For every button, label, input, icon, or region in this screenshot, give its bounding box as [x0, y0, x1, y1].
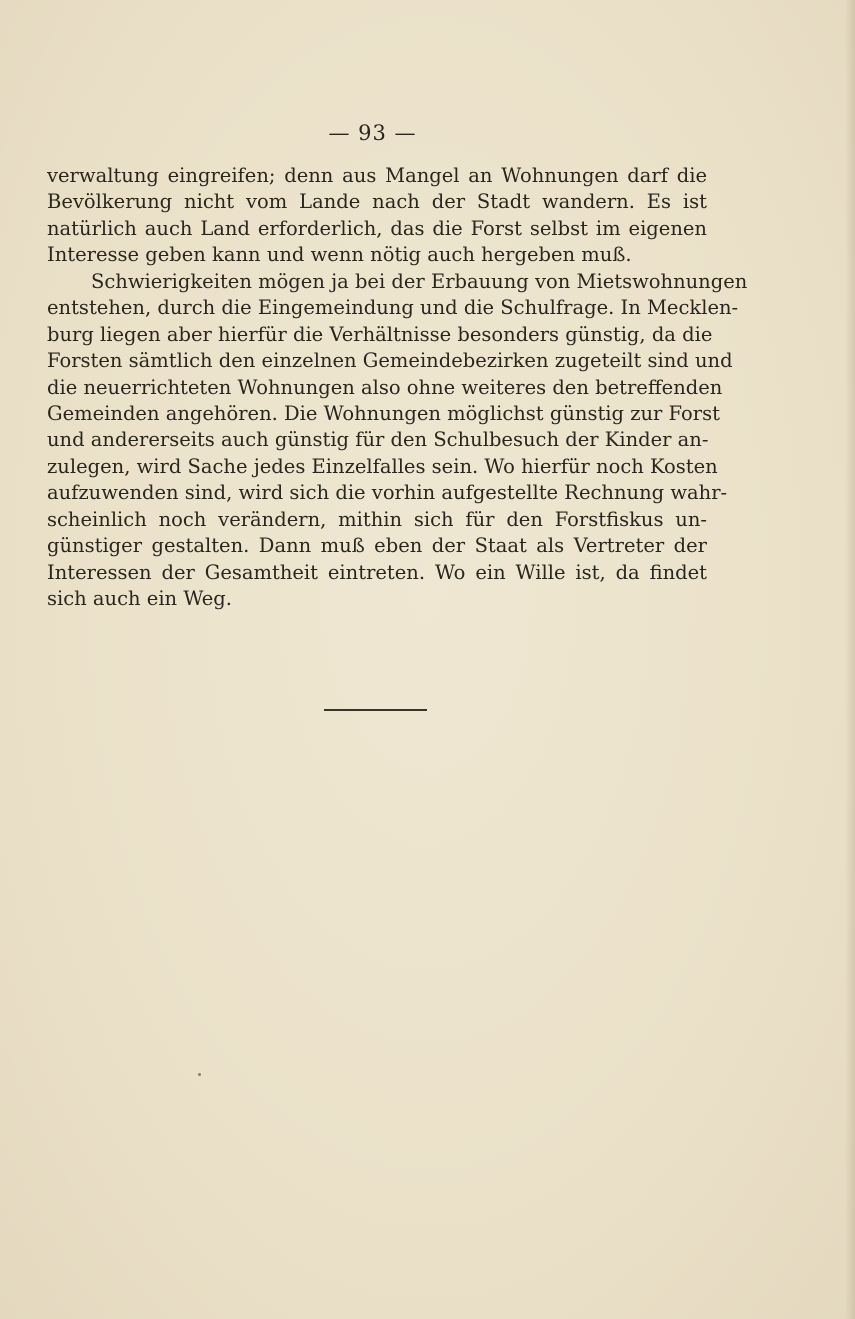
- text-line-paragraph-start: Schwierigkeiten mögen ja bei der Erbauung von Mietswohnungen: [91, 269, 748, 293]
- text-line: Interessen der Gesamtheit eintreten. Wo ein Wille ist, da findet: [47, 560, 707, 584]
- section-divider-rule: [324, 709, 427, 711]
- text-line: aufzuwenden sind, wird sich die vorhin aufgestellte Rechnung wahr-: [47, 481, 728, 505]
- text-line: entstehen, durch die Eingemeindung und die Schulfrage. In Mecklen-: [47, 296, 739, 320]
- text-line: und andererseits auch günstig für den Schulbesuch der Kinder an-: [47, 428, 709, 452]
- text-line: scheinlich noch verändern, mithin sich für den Forstfiskus un-: [47, 507, 707, 531]
- paper-speck: [198, 1073, 201, 1076]
- page-edge-shadow: [845, 0, 855, 1319]
- text-line: burg liegen aber hierfür die Verhältnisse besonders günstig, da die: [47, 322, 713, 346]
- page-number: — 93 —: [328, 121, 417, 145]
- text-line: Bevölkerung nicht vom Lande nach der Stadt wandern. Es ist: [47, 190, 707, 214]
- body-text: [47, 163, 748, 612]
- text-line: Gemeinden angehören. Die Wohnungen möglichst günstig zur Forst: [47, 401, 720, 425]
- text-line: Forsten sämtlich den einzelnen Gemeindebezirken zugeteilt sind und: [47, 349, 733, 373]
- text-line: die neuerrichteten Wohnungen also ohne weiteres den betreffenden: [47, 375, 723, 399]
- text-line: natürlich auch Land erforderlich, das die Forst selbst im eigenen: [47, 216, 707, 240]
- text-line: zulegen, wird Sache jedes Einzelfalles sein. Wo hierfür noch Kosten: [47, 454, 718, 478]
- text-line: günstiger gestalten. Dann muß eben der Staat als Vertreter der: [47, 534, 707, 558]
- text-line: sich auch ein Weg.: [47, 587, 232, 610]
- text-line: Interesse geben kann und wenn nötig auch hergeben muß.: [47, 243, 632, 267]
- text-line: verwaltung eingreifen; denn aus Mangel an Wohnungen darf die: [47, 164, 707, 187]
